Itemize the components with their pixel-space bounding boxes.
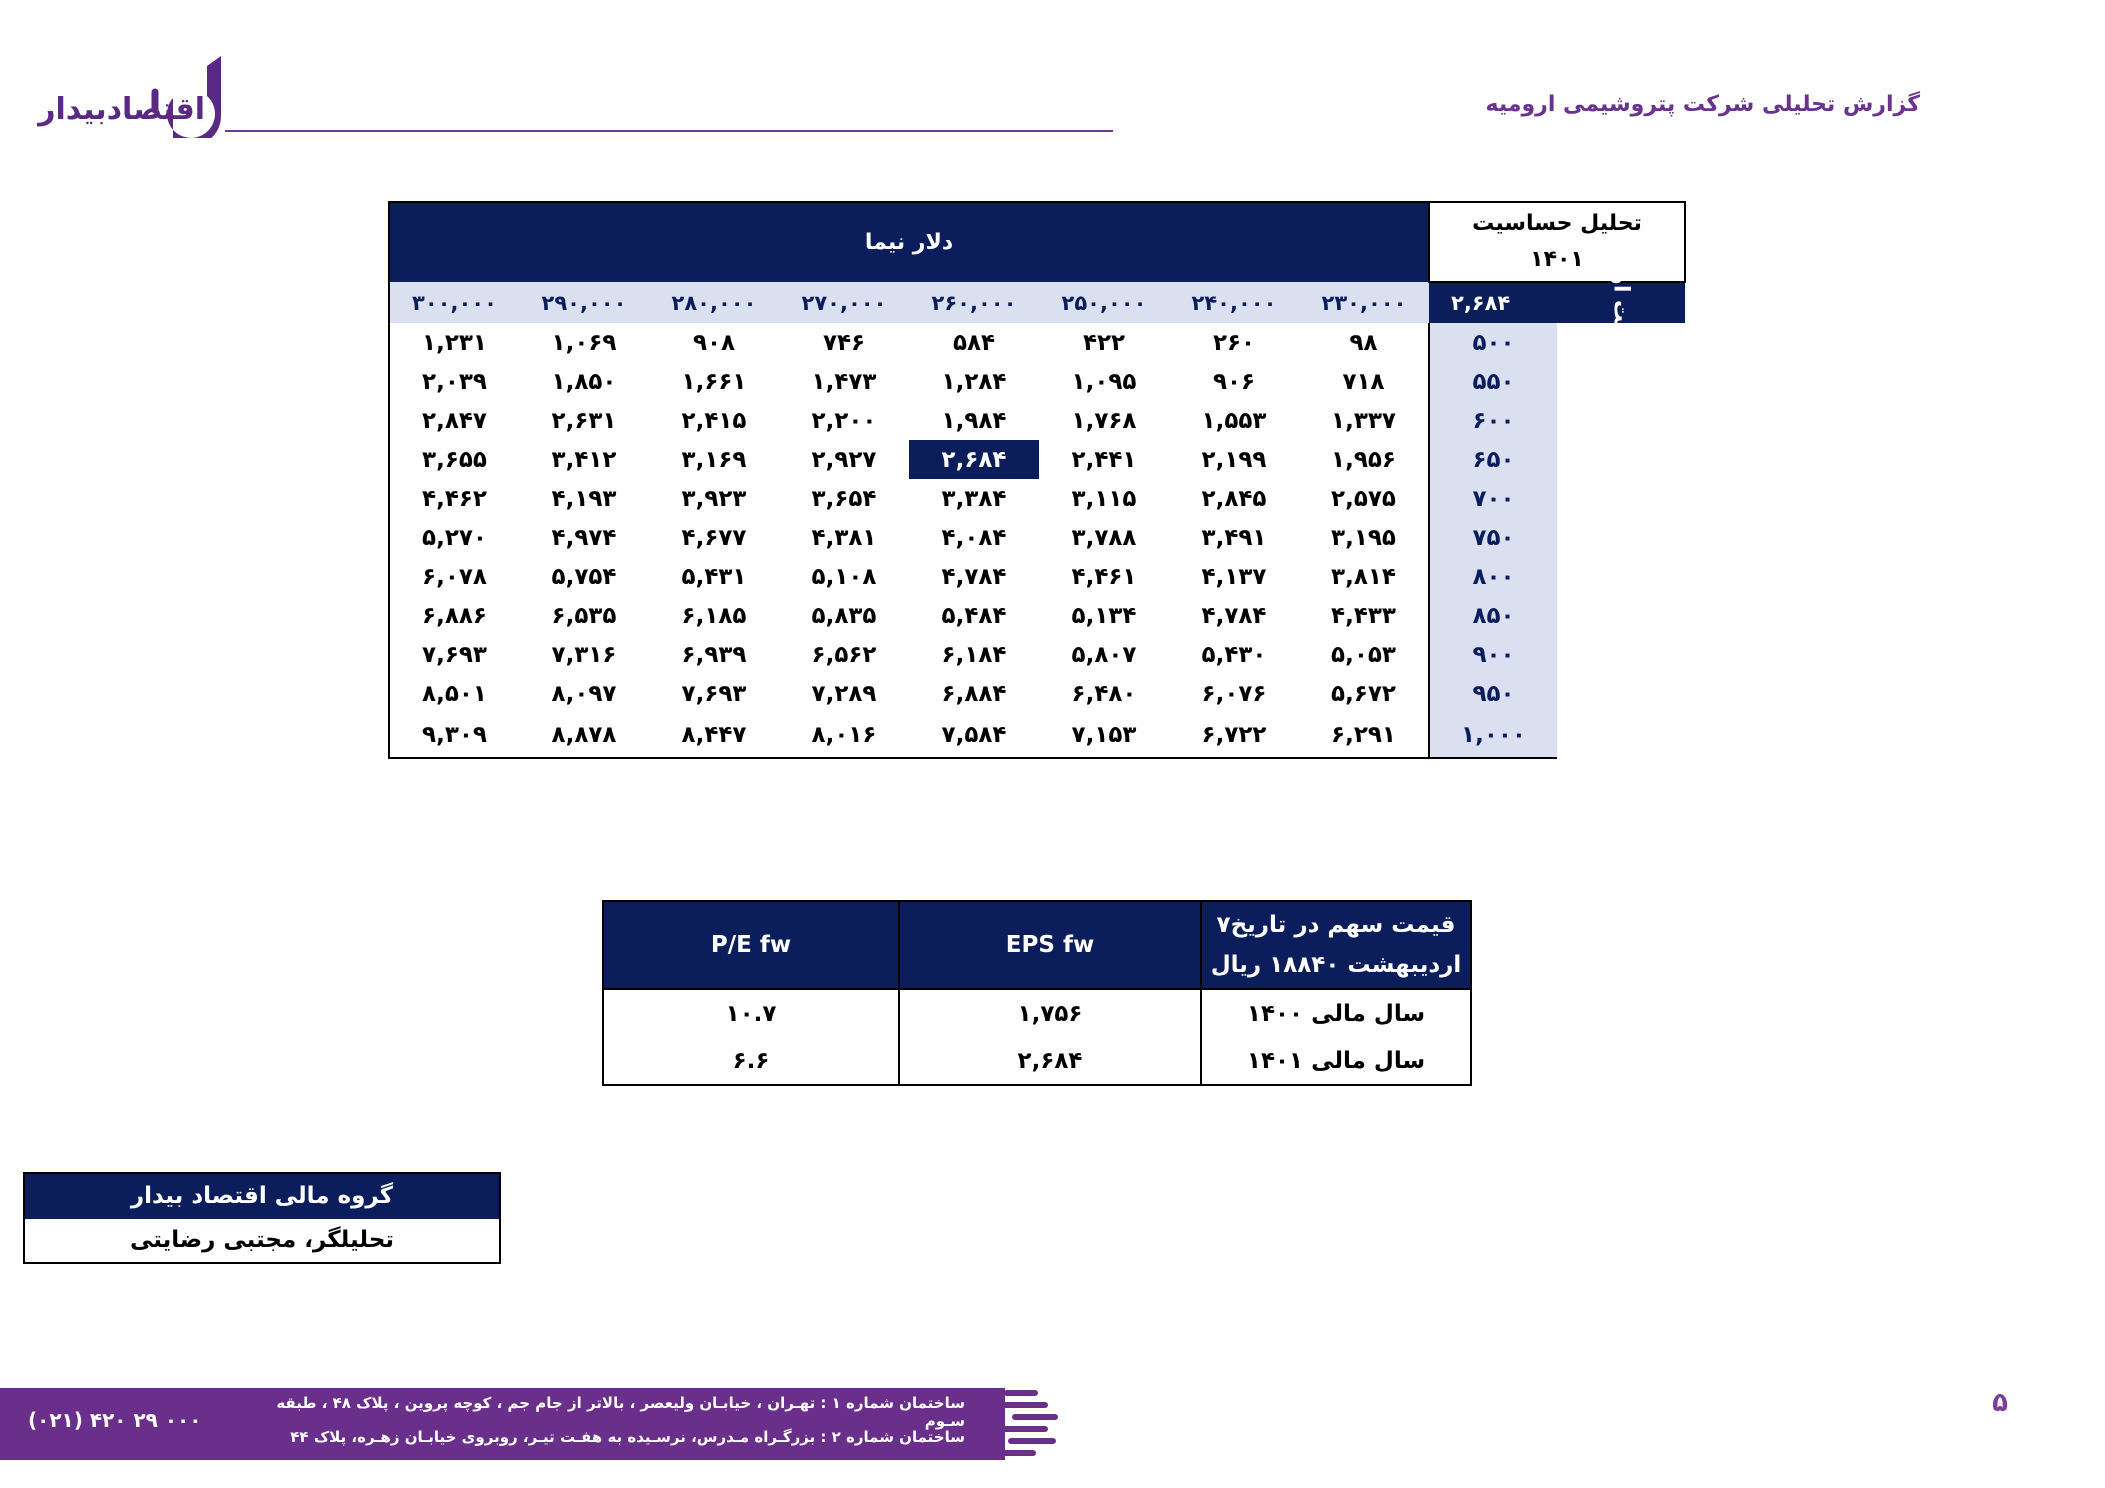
column-header: ۲۴۰,۰۰۰ bbox=[1169, 282, 1299, 323]
table-cell: ۱,۵۵۳ bbox=[1201, 407, 1267, 434]
table-cell: ۱,۴۷۳ bbox=[811, 368, 877, 395]
sensitivity-title-line2: ۱۴۰۱ bbox=[1530, 247, 1584, 272]
row-label: ۶۰۰ bbox=[1429, 401, 1557, 440]
pe-value: ۶.۶ bbox=[603, 1037, 899, 1085]
table-cell: ۷,۶۹۳ bbox=[389, 635, 519, 674]
table-cell: ۲,۲۰۰ bbox=[811, 407, 877, 434]
table-cell: ۲,۶۳۱ bbox=[551, 407, 617, 434]
table-cell: ۷,۶۹۳ bbox=[681, 680, 747, 707]
row-label: ۵۰۰ bbox=[1429, 323, 1557, 362]
header-divider bbox=[225, 130, 1113, 132]
row-label: ۷۵۰ bbox=[1429, 518, 1557, 557]
table-cell: ۶,۹۳۹ bbox=[681, 641, 747, 668]
table-cell: ۴,۱۹۳ bbox=[551, 485, 617, 512]
table-row bbox=[389, 362, 1685, 401]
table-cell: ۳,۴۱۲ bbox=[551, 446, 617, 473]
footer-address-2: ساختمان شماره ۲ : بزرگـراه مـدرس، نرسـیده به هفـت تیـر، روبروی خیابـان زهـره، پلاک ۴۴ bbox=[290, 1428, 965, 1446]
column-header: ۳۰۰,۰۰۰ bbox=[389, 282, 519, 323]
column-header: ۲۶۰,۰۰۰ bbox=[909, 282, 1039, 323]
table-row bbox=[389, 323, 1685, 362]
row-label: ۹۵۰ bbox=[1429, 674, 1557, 713]
row-label: ۵۵۰ bbox=[1429, 362, 1557, 401]
column-header: ۲۹۰,۰۰۰ bbox=[519, 282, 649, 323]
table-cell: ۹۸ bbox=[1349, 329, 1378, 356]
table-cell: ۴,۱۳۷ bbox=[1201, 563, 1267, 590]
table-cell: ۶,۰۷۸ bbox=[389, 557, 519, 596]
footer-stripes-icon bbox=[990, 1386, 1060, 1462]
table-cell: ۲,۸۴۵ bbox=[1201, 485, 1267, 512]
sensitivity-title bbox=[1429, 202, 1685, 282]
table-cell: ۱,۰۹۵ bbox=[1071, 368, 1137, 395]
table-cell: ۱,۶۶۱ bbox=[681, 368, 747, 395]
table-cell: ۳,۹۲۳ bbox=[681, 485, 747, 512]
row-axis-label: قیمت اوره bbox=[1608, 245, 1634, 361]
eps-value: ۱,۷۵۶ bbox=[899, 989, 1201, 1037]
table-cell: ۸,۴۴۷ bbox=[649, 713, 779, 758]
table-cell: ۴,۹۷۴ bbox=[551, 524, 617, 551]
table-cell: ۷۱۸ bbox=[1342, 368, 1385, 395]
footer-phone: (۰۲۱) ۴۲۰ ۲۹ ۰۰۰ bbox=[28, 1408, 202, 1432]
analyst-box bbox=[23, 1172, 501, 1264]
fiscal-year: سال مالی ۱۴۰۱ bbox=[1201, 1037, 1471, 1085]
table-cell: ۶,۵۳۵ bbox=[551, 602, 617, 629]
column-axis-label: دلار نیما bbox=[389, 202, 1429, 282]
table-row bbox=[389, 440, 1685, 479]
table-cell: ۶,۲۹۱ bbox=[1299, 713, 1429, 758]
table-cell: ۷۴۶ bbox=[822, 329, 866, 356]
table-row bbox=[389, 713, 1685, 758]
table-cell: ۶,۱۸۴ bbox=[941, 641, 1007, 668]
table-cell: ۱,۲۳۱ bbox=[389, 323, 519, 362]
row-label: ۶۵۰ bbox=[1429, 440, 1557, 479]
table-cell: ۱,۳۳۷ bbox=[1331, 407, 1396, 434]
table-row bbox=[389, 635, 1685, 674]
table-cell: ۱,۲۸۴ bbox=[941, 368, 1007, 395]
row-label: ۹۰۰ bbox=[1429, 635, 1557, 674]
report-title: گزارش تحلیلی شرکت پتروشیمی ارومیه bbox=[1485, 92, 1920, 117]
table-cell: ۴,۷۸۴ bbox=[941, 563, 1007, 590]
table-cell: ۴۲۲ bbox=[1082, 329, 1126, 356]
footer-address-1: ساختمان شماره ۱ : تهـران ، خیابـان ولیعصر ، بالاتر از جام جم ، کوچه پروین ، پلاک ۴۸ ، طبقه سـوم bbox=[276, 1394, 965, 1430]
table-cell: ۳,۸۱۴ bbox=[1331, 563, 1396, 590]
table-cell: ۶,۰۷۶ bbox=[1201, 680, 1267, 707]
table-cell: ۷,۲۸۹ bbox=[811, 680, 877, 707]
table-row bbox=[389, 557, 1685, 596]
table-cell: ۴,۰۸۴ bbox=[941, 524, 1007, 551]
eps-value: ۲,۶۸۴ bbox=[899, 1037, 1201, 1085]
table-cell: ۴,۳۸۱ bbox=[811, 524, 877, 551]
price-header-line2: اردیبهشت ۱۸۸۴۰ ریال bbox=[1210, 952, 1462, 978]
table-cell: ۲,۹۲۷ bbox=[811, 446, 877, 473]
table-cell: ۸,۵۰۱ bbox=[389, 674, 519, 713]
sensitivity-table bbox=[388, 201, 1686, 759]
table-cell: ۵,۶۷۲ bbox=[1331, 680, 1396, 707]
table-cell: ۸,۰۹۷ bbox=[551, 680, 617, 707]
table-cell: ۱,۹۵۶ bbox=[1331, 446, 1396, 473]
row-label: ۷۰۰ bbox=[1429, 479, 1557, 518]
table-row bbox=[389, 401, 1685, 440]
table-cell: ۲۶۰ bbox=[1212, 329, 1256, 356]
table-cell: ۳,۱۶۹ bbox=[681, 446, 747, 473]
table-cell: ۵,۱۳۴ bbox=[1071, 602, 1137, 629]
price-header bbox=[1201, 901, 1471, 989]
table-cell: ۴,۷۸۴ bbox=[1201, 602, 1267, 629]
sensitivity-title-line1: تحلیل حساسیت bbox=[1472, 211, 1642, 236]
table-cell: ۴,۶۷۷ bbox=[681, 524, 747, 551]
table-cell: ۱,۹۸۴ bbox=[941, 407, 1007, 434]
table-cell: ۵۸۴ bbox=[952, 329, 996, 356]
table-cell: ۲,۶۸۴ bbox=[909, 440, 1039, 479]
table-cell: ۶,۱۸۵ bbox=[681, 602, 747, 629]
page-number: ۵ bbox=[1992, 1388, 2008, 1418]
column-header: ۲۷۰,۰۰۰ bbox=[779, 282, 909, 323]
table-cell: ۵,۴۸۴ bbox=[941, 602, 1007, 629]
table-cell: ۴,۴۶۲ bbox=[389, 479, 519, 518]
table-cell: ۳,۴۹۱ bbox=[1201, 524, 1267, 551]
table-cell: ۱,۸۵۰ bbox=[551, 368, 617, 395]
analyst-name: تحلیلگر، مجتبی رضایتی bbox=[25, 1219, 499, 1262]
table-cell: ۵,۲۷۰ bbox=[389, 518, 519, 557]
table-cell: ۹۰۸ bbox=[692, 329, 736, 356]
table-cell: ۵,۴۳۰ bbox=[1201, 641, 1267, 668]
table-cell: ۹۰۶ bbox=[1212, 368, 1256, 395]
table-cell: ۸,۸۷۸ bbox=[519, 713, 649, 758]
table-cell: ۵,۸۳۵ bbox=[811, 602, 877, 629]
column-header: ۲۳۰,۰۰۰ bbox=[1299, 282, 1429, 323]
table-cell: ۸,۰۱۶ bbox=[779, 713, 909, 758]
table-row bbox=[389, 518, 1685, 557]
table-cell: ۲,۴۱۵ bbox=[681, 407, 747, 434]
table-cell: ۳,۶۵۴ bbox=[811, 485, 877, 512]
pe-header: P/E fw bbox=[603, 901, 899, 989]
column-header: ۲۵۰,۰۰۰ bbox=[1039, 282, 1169, 323]
table-cell: ۶,۷۲۲ bbox=[1169, 713, 1299, 758]
table-cell: ۶,۵۶۲ bbox=[811, 641, 877, 668]
table-cell: ۱,۰۶۹ bbox=[551, 329, 617, 356]
table-cell: ۷,۱۵۳ bbox=[1039, 713, 1169, 758]
table-cell: ۳,۱۱۵ bbox=[1071, 485, 1137, 512]
table-row bbox=[389, 674, 1685, 713]
column-header: ۲۸۰,۰۰۰ bbox=[649, 282, 779, 323]
table-cell: ۲,۰۳۹ bbox=[389, 362, 519, 401]
table-cell: ۲,۴۴۱ bbox=[1071, 446, 1137, 473]
eps-pe-table bbox=[602, 900, 1472, 1086]
table-row bbox=[389, 479, 1685, 518]
table-cell: ۶,۸۸۶ bbox=[389, 596, 519, 635]
table-cell: ۹,۳۰۹ bbox=[389, 713, 519, 758]
table-cell: ۵,۸۰۷ bbox=[1071, 641, 1137, 668]
table-cell: ۳,۷۸۸ bbox=[1071, 524, 1137, 551]
table-cell: ۶,۴۸۰ bbox=[1071, 680, 1137, 707]
fiscal-year: سال مالی ۱۴۰۰ bbox=[1201, 989, 1471, 1037]
table-cell: ۷,۳۱۶ bbox=[551, 641, 617, 668]
table-row bbox=[389, 596, 1685, 635]
table-cell: ۳,۳۸۴ bbox=[941, 485, 1007, 512]
logo-text: اقتصادبیدار bbox=[38, 92, 205, 127]
table-cell: ۶,۸۸۴ bbox=[941, 680, 1007, 707]
base-value: ۲,۶۸۴ bbox=[1429, 282, 1557, 323]
table-cell: ۷,۵۸۴ bbox=[909, 713, 1039, 758]
eps-header: EPS fw bbox=[899, 901, 1201, 989]
table-cell: ۵,۰۵۳ bbox=[1331, 641, 1396, 668]
price-header-line1: قیمت سهم در تاریخ۷ bbox=[1216, 912, 1456, 938]
table-cell: ۲,۵۷۵ bbox=[1331, 485, 1396, 512]
group-name: گروه مالی اقتصاد بیدار bbox=[25, 1174, 499, 1219]
table-cell: ۵,۷۵۴ bbox=[551, 563, 617, 590]
table-cell: ۱,۷۶۸ bbox=[1071, 407, 1137, 434]
pe-value: ۱۰.۷ bbox=[603, 989, 899, 1037]
row-label: ۱,۰۰۰ bbox=[1429, 713, 1557, 758]
table-cell: ۳,۱۹۵ bbox=[1331, 524, 1396, 551]
table-cell: ۲,۸۴۷ bbox=[389, 401, 519, 440]
row-label: ۸۵۰ bbox=[1429, 596, 1557, 635]
table-cell: ۴,۴۶۱ bbox=[1071, 563, 1137, 590]
table-cell: ۴,۴۳۳ bbox=[1331, 602, 1396, 629]
table-cell: ۵,۱۰۸ bbox=[811, 563, 877, 590]
row-label: ۸۰۰ bbox=[1429, 557, 1557, 596]
table-cell: ۳,۶۵۵ bbox=[389, 440, 519, 479]
table-cell: ۲,۱۹۹ bbox=[1201, 446, 1267, 473]
table-cell: ۵,۴۳۱ bbox=[681, 563, 747, 590]
